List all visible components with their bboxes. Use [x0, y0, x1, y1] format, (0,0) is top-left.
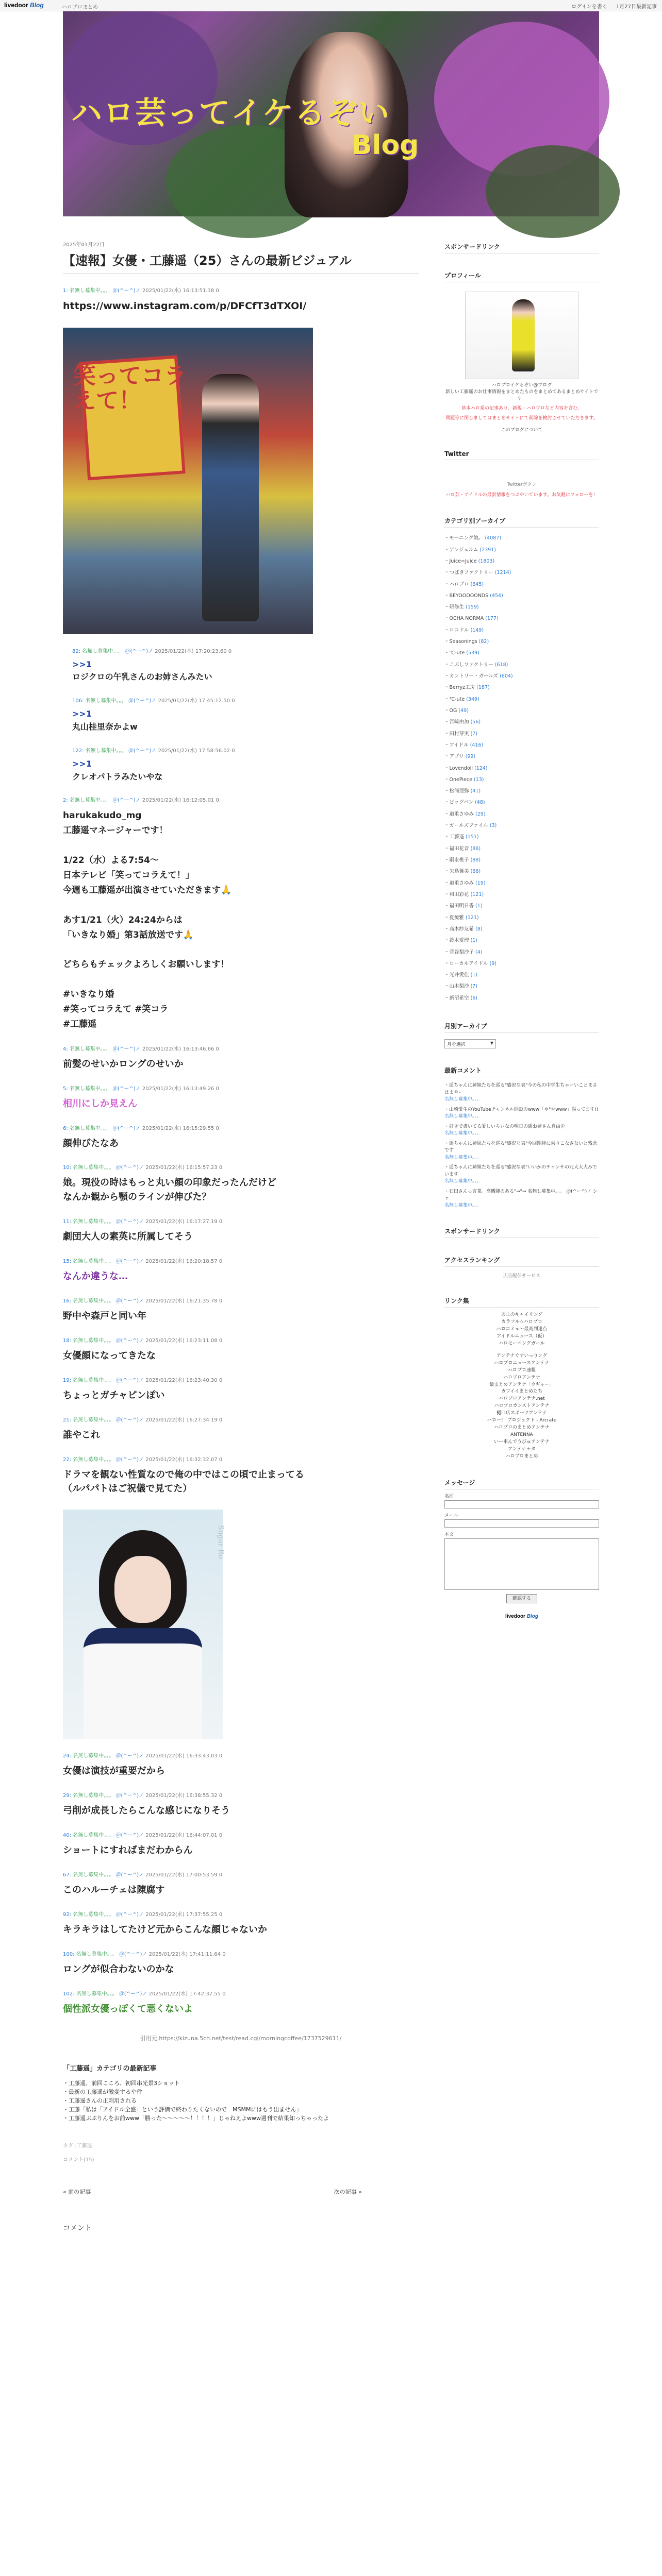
tv-show-logo: 笑ってコラえて！: [73, 362, 187, 414]
response-meta: 15: 名無し募集中。。。 ＠(^ー^)ノ 2025/01/22(水) 16:20:18.57 0: [63, 1259, 223, 1265]
pager: [63, 2188, 419, 2198]
response-meta: 102: 名無し募集中。。。 ＠(^ー^)ノ 2025/01/22(水) 17:42:37.55 0: [63, 1991, 226, 1997]
category-archive-item[interactable]: ・OG (49): [444, 707, 469, 714]
month-archive-heading: 月別アーカイブ: [444, 1022, 599, 1033]
twitter-heading: Twitter: [444, 450, 599, 460]
blog-header[interactable]: [63, 11, 599, 216]
twitter-text: ハロ芸・アイドルの最新情報をつぶやいています。お気軽にフォローを！: [445, 493, 598, 498]
link-item[interactable]: ハロプロのまとめアンテナ: [494, 1425, 550, 1431]
response-meta: 40: 名無し募集中。。。 ＠(^ー^)ノ 2025/01/22(水) 16:44:07.01 0: [63, 1833, 223, 1839]
response-body: 弓削が成長したらこんな感じになりそう: [63, 1805, 230, 1817]
link-item[interactable]: アイドルニュース（仮）: [496, 1333, 547, 1339]
recent-comment-item[interactable]: ・好きで書いてる愛しいちぃなの明日の遥お姉さん自由を 名無し募集中。。。: [444, 1124, 566, 1137]
category-latest-item[interactable]: ・工藤遥ぷぷりんをお前www「勝った〜〜〜〜〜！！！！」じゃねえよwww週刊で結果知っちゃったよ: [63, 2114, 329, 2122]
response: [63, 1084, 419, 1111]
category-archive-item[interactable]: ・和田彩花 (121): [444, 891, 484, 897]
category-archive-item[interactable]: ・宮崎由加 (56): [444, 719, 481, 725]
link-item[interactable]: ハロプロアンテナ.net: [499, 1396, 545, 1402]
response: [63, 1217, 419, 1244]
category-archive-heading: カテゴリ別アーカイブ: [444, 516, 599, 528]
category-archive-item[interactable]: ・ガールズファイル (3): [444, 823, 497, 829]
message-heading: メッセージ: [444, 1478, 599, 1489]
category-archive-item[interactable]: ・アイドル (416): [444, 742, 484, 748]
category-archive-item[interactable]: ・ローカルアイドル (9): [444, 960, 496, 967]
link-item[interactable]: ハロプロまとめ: [505, 1453, 538, 1459]
response: [63, 1376, 419, 1403]
category-archive-item[interactable]: ・こぶしファクトリー (618): [444, 662, 508, 668]
category-archive-item[interactable]: ・光井愛佳 (1): [444, 972, 478, 978]
category-archive-item[interactable]: ・OCHA NORMA (177): [444, 616, 499, 622]
latest-link[interactable]: 1月27日最新記事: [616, 4, 657, 10]
response-body: キラキラはしてたけど元からこんな顔じゃないか: [63, 1924, 267, 1935]
response-meta: 4: 名無し募集中。。。 ＠(^ー^)ノ 2025/01/22(水) 16:13:46.66 0: [63, 1046, 219, 1052]
links-heading: リンク集: [444, 1296, 599, 1308]
response: [63, 1296, 419, 1324]
source-link[interactable]: 引用元:https://kizuna.5ch.net/test/read.cgi/morningcoffee/1737529611/: [140, 2035, 342, 2042]
post-tag[interactable]: タグ :工藤遥: [63, 2143, 92, 2149]
next-post-link[interactable]: 次の記事 »: [334, 2188, 362, 2195]
category-latest-box: [63, 2063, 419, 2123]
category-archive-item[interactable]: ・研修生 (159): [444, 604, 479, 611]
sponsor-heading: スポンサードリンク: [444, 242, 599, 253]
response-meta: 29: 名無し募集中。。。 ＠(^ー^)ノ 2025/01/22(水) 16:38:55.32 0: [63, 1793, 223, 1799]
link-item[interactable]: あまのキャイリング: [501, 1312, 543, 1318]
response: [63, 1870, 419, 1897]
top-links[interactable]: ハロプロまとめ: [62, 5, 98, 10]
category-archive-item[interactable]: ・ビッグバン (48): [444, 800, 485, 806]
comment-count[interactable]: コメント(15): [63, 2157, 94, 2163]
message-textarea[interactable]: [444, 1538, 599, 1590]
category-latest-item[interactable]: ・工藤遥さんの正刺用される: [63, 2097, 137, 2104]
post-date: 2025年01月22日: [63, 242, 105, 248]
link-item[interactable]: アンテナぐすいっりング: [496, 1353, 548, 1359]
category-archive-item[interactable]: ・℃-ute (539): [444, 650, 479, 656]
link-item[interactable]: アンテナ＋タ: [508, 1446, 536, 1452]
category-archive-item[interactable]: ・福田花音 (86): [444, 845, 481, 852]
response-body: 野中や森戸と同い年: [63, 1311, 146, 1321]
category-archive-item[interactable]: ・山木梨沙 (7): [444, 984, 478, 990]
response-body: 誰やこれ: [63, 1429, 100, 1440]
category-archive-item[interactable]: ・Berryz工房 (187): [444, 685, 490, 691]
link-item[interactable]: ハロコミュ～最高到達点: [496, 1326, 548, 1332]
response-1: [63, 286, 419, 314]
category-archive-item[interactable]: ・ハロプロ (645): [444, 581, 484, 587]
response-meta: 100: 名無し募集中。。。 ＠(^ー^)ノ 2025/01/22(水) 17:41:11.64 0: [63, 1951, 226, 1957]
category-archive-item[interactable]: ・新沼希空 (6): [444, 995, 478, 1001]
response: [63, 1163, 419, 1205]
confirm-button[interactable]: 確認する: [506, 1594, 537, 1603]
response-meta: 122: 名無し募集中。。。 ＠(^ー^)ノ 2025/01/22(水) 17:58:56.02 0: [72, 748, 235, 754]
response: [63, 1415, 419, 1443]
month-select[interactable]: 月を選択 ▼: [444, 1039, 496, 1048]
recent-comments-heading: 最新コメント: [444, 1066, 599, 1077]
response-meta: 82: 名無し募集中。。。 ＠(^ー^)ノ 2025/01/22(水) 17:20:23.60 0: [72, 648, 232, 654]
response-body: ちょっとガチャピンぽい: [63, 1389, 165, 1401]
category-archive-item[interactable]: ・道重さゆみ (29): [444, 811, 486, 817]
category-latest-head: 「工藤遥」カテゴリの最新記事: [63, 2064, 157, 2073]
recent-comment-item[interactable]: ・遥ちゃんに姉妹たちを巡る"盛況な表"今回期待に乗りこなさないと残念です 名無し募集中。。。: [444, 1141, 598, 1160]
response-body: >>1 クレオパトラみたいやな: [72, 758, 419, 784]
profile-image[interactable]: [465, 292, 578, 379]
category-archive-item[interactable]: ・Seasonings (82): [444, 639, 489, 645]
category-archive-item[interactable]: ・つばきファクトリー (1214): [444, 570, 511, 576]
response-body: >>1 丸山桂里奈かよw: [72, 708, 419, 734]
sidebar: [444, 242, 599, 1619]
category-archive-item[interactable]: ・ロコドル (149): [444, 627, 484, 633]
link-item[interactable]: ハロプロ速報: [507, 1367, 536, 1373]
response-body: 劇団大人の素英に所属してそう: [63, 1231, 193, 1243]
sponsor2-heading: スポンサードリンク: [444, 1227, 599, 1238]
response: [63, 1791, 419, 1818]
livedoor-blog-logo[interactable]: livedoor Blog: [505, 1613, 538, 1619]
category-archive-item[interactable]: ・BEYOOOOONDS (454): [444, 592, 503, 599]
category-latest-item[interactable]: ・最新の工藤遥が激変するや件: [63, 2088, 142, 2095]
response: [63, 1455, 419, 1497]
response: [63, 1950, 419, 1977]
category-archive-item[interactable]: ・Lovendoll (124): [444, 765, 488, 771]
response-meta: 24: 名無し募集中。。。 ＠(^ー^)ノ 2025/01/22(水) 16:33:43.03 0: [63, 1753, 223, 1759]
response-meta: 11: 名無し募集中。。。 ＠(^ー^)ノ 2025/01/22(水) 16:17:27.19 0: [63, 1219, 223, 1225]
link-item: [444, 1348, 599, 1353]
response-meta: 19: 名無し募集中。。。 ＠(^ー^)ノ 2025/01/22(水) 16:23:40.30 0: [63, 1377, 223, 1383]
response-meta: 22: 名無し募集中。。。 ＠(^ー^)ノ 2025/01/22(水) 16:32:32.07 0: [63, 1456, 223, 1463]
post-title[interactable]: 【速報】女優・工藤遥（25）さんの最新ビジュアル: [63, 253, 352, 268]
response-meta: 21: 名無し募集中。。。 ＠(^ー^)ノ 2025/01/22(水) 16:27:34.19 0: [63, 1417, 223, 1423]
response: [63, 1336, 419, 1363]
blog-subtitle: Blog: [352, 130, 419, 161]
category-archive-item[interactable]: ・嗣永桃子 (88): [444, 857, 481, 863]
category-archive-item[interactable]: ・カントリー・ガールズ (604): [444, 673, 513, 680]
quote-anchor[interactable]: >>1: [72, 709, 92, 719]
response-body: 女優顔になってきたな: [63, 1350, 156, 1361]
response-meta: 18: 名無し募集中。。。 ＠(^ー^)ノ 2025/01/22(水) 16:23:11.08 0: [63, 1337, 223, 1344]
response-body[interactable]: https://www.instagram.com/p/DFCfT3dTXOI/: [63, 300, 307, 312]
response-body: 前髪のせいかロングのせいか: [63, 1058, 184, 1070]
category-archive-item[interactable]: ・田村芽実 (7): [444, 731, 478, 737]
response: [63, 1751, 419, 1778]
mail-field[interactable]: [444, 1519, 599, 1528]
access-ranking-heading: アクセスランキング: [444, 1256, 599, 1267]
category-archive-item[interactable]: ・Juice=Juice (1803): [444, 558, 495, 564]
body-label: 本文: [444, 1532, 454, 1537]
twitter-button[interactable]: Twitterボタン: [507, 482, 537, 488]
category-latest-item[interactable]: ・工藤「私は「アイドル全盛」という評価で終わりたくないので MSMMにはもう出ません」: [63, 2106, 302, 2113]
recent-comment-item[interactable]: ・遥ちゃんに姉妹たちを巡る"盛況な表"いいかのチャンサの冗大大大みでいます 名無し募集中。。。: [444, 1165, 598, 1184]
school-uniform-photo[interactable]: [63, 1510, 223, 1739]
top-right-links: [564, 2, 657, 10]
link-item[interactable]: 最まとめアンテナ「ウギャー」: [489, 1382, 554, 1387]
link-item[interactable]: カラフル☆ハロプロ: [501, 1319, 542, 1325]
response-body: 娘。現役の時はもっと丸い顔の印象だったんだけど なんか観から顎のラインが伸びた？: [63, 1177, 276, 1203]
response-meta: 1: 名無し募集中。。。 ＠(^ー^)ノ 2025/01/22(水) 16:13:51.18 0: [63, 288, 219, 294]
link-item[interactable]: 樋口店スポーツアンテナ: [496, 1411, 548, 1416]
response: [63, 1910, 419, 1937]
category-archive-item[interactable]: ・福田明日香 (1): [444, 903, 483, 909]
link-item[interactable]: ハロプロアンテナ: [503, 1375, 540, 1380]
mail-label: メール: [444, 1513, 458, 1518]
recent-comment-item[interactable]: ・石田さんっ言葉。高機能のある"→"→ 名無し募集中。。。 ＠(^ー^)ノ シャ 名無し募集中。。。: [444, 1189, 598, 1208]
response: [63, 1124, 419, 1151]
response-2: [63, 795, 419, 1031]
response-meta: 92: 名無し募集中。。。 ＠(^ー^)ノ 2025/01/22(水) 17:37:55.25 0: [63, 1911, 223, 1918]
quote-anchor[interactable]: >>1: [72, 758, 92, 769]
response-body: >>1 ロジクロの午乳さんのお姉さんみたい: [72, 658, 419, 684]
blog-title: ハロ芸ってイケるぞい: [71, 95, 390, 131]
response: [63, 1044, 419, 1072]
response: [72, 696, 419, 734]
response-meta: 106: 名無し募集中。。。 ＠(^ー^)ノ 2025/01/22(水) 17:45:12.50 0: [72, 698, 235, 704]
photo-caption: Sugar Ro: [217, 1525, 225, 1560]
livedoor-logo[interactable]: livedoor Blog: [4, 2, 44, 9]
name-label: 名前: [444, 1494, 454, 1499]
recent-comment-item[interactable]: ・山崎愛生のYouTubeチャンネル開設のwww「＊"＊www」誤ってます!! 名無し募集中。。。: [444, 1107, 599, 1120]
response-meta: 2: 名無し募集中。。。 ＠(^ー^)ノ 2025/01/22(水) 16:12:05.01 0: [63, 798, 219, 804]
comment-heading: コメント: [63, 2224, 92, 2232]
link-item[interactable]: いー車んでうびゅアンテナ: [494, 1439, 550, 1445]
response-body: ドラマを観ない性質なので俺の中ではこの頃で止まってる （ルパパトはご祝儀で見てた）: [63, 1469, 304, 1495]
category-archive-item[interactable]: ・OnePiece (13): [444, 776, 484, 783]
access-ranking-widget[interactable]: 広告配信サービス: [503, 1274, 540, 1279]
prev-post-link[interactable]: « 前の記事: [63, 2188, 91, 2195]
response-body: harukakudo_mg 工藤遥マネージャーです！ 1/22（水）よる7:54～ 日本テレビ「笑ってコラえて！」 今週も工藤遥が出演させていただきます🙏 あす1/21（火）24:24からは 「いきなり婚」第3話放送です🙏 どちらもチェックよろしくお願いします！ #いきなり婚 #笑ってコラえて #笑コラ #工藤遥: [63, 810, 232, 1029]
profile-text: ハロプロイケるぞい@ブログ 新しい工藤遥のお仕事情報をまとめたものをまとめてあるまとめサイトです。 基本ハロ系の記事あり、新規・ハロプロなど内容を含む。 問題等に関しましてはまとめサイトにて削除を検討させていただきます。: [445, 383, 599, 421]
response-meta: 6: 名無し募集中。。。 ＠(^ー^)ノ 2025/01/22(水) 16:15:29.55 0: [63, 1125, 219, 1131]
response: [72, 647, 419, 684]
photo-person: [202, 374, 259, 621]
response: [63, 1989, 419, 2016]
category-archive-item[interactable]: ・道重さゆみ (19): [444, 880, 486, 886]
response-meta: 67: 名無し募集中。。。 ＠(^ー^)ノ 2025/01/22(水) 17:00:53.59 0: [63, 1872, 223, 1878]
category-archive-item[interactable]: ・夏焼雅 (121): [444, 914, 479, 921]
link-item[interactable]: ANTENNA: [510, 1432, 533, 1438]
quote-anchor[interactable]: >>1: [72, 659, 92, 669]
category-archive-item[interactable]: ・高木紗友希 (8): [444, 926, 483, 932]
link-item[interactable]: カワイイまとめたち: [501, 1389, 543, 1395]
category-archive-item[interactable]: ・℃-ute (349): [444, 696, 479, 702]
response-body: 女優は演技が重要だから: [63, 1766, 165, 1777]
tv-show-photo[interactable]: [63, 328, 313, 634]
response-meta: 5: 名無し募集中。。。 ＠(^ー^)ノ 2025/01/22(水) 16:13:49.26 0: [63, 1086, 219, 1092]
response-body: 個性派女優っぽくて悪くないよ: [63, 2003, 193, 2014]
category-archive-item[interactable]: ・アンジュルム (2391): [444, 547, 496, 553]
response-meta: 10: 名無し募集中。。。 ＠(^ー^)ノ 2025/01/22(水) 16:15:57.23 0: [63, 1165, 223, 1171]
response: [72, 746, 419, 784]
top-bar: [0, 0, 662, 11]
response-meta: 16: 名無し募集中。。。 ＠(^ー^)ノ 2025/01/22(水) 16:21:35.78 0: [63, 1298, 223, 1304]
recent-comment-item[interactable]: ・遥ちゃんに姉妹たちを巡る"盛況な表"今の私の中学生ちゃーいことまさはまやー 名無し募集中。。。: [444, 1083, 598, 1103]
category-archive-item[interactable]: ・モーニング娘。 (4087): [444, 535, 502, 541]
category-archive-item[interactable]: ・アプリ (99): [444, 754, 476, 760]
name-field[interactable]: [444, 1500, 599, 1509]
login-link[interactable]: ログインを書く: [571, 4, 607, 10]
link-item[interactable]: ハロプロニュースアンテナ: [494, 1360, 550, 1366]
category-archive-item[interactable]: ・工藤遥 (151): [444, 834, 479, 840]
category-archive-item[interactable]: ・矢島舞美 (66): [444, 869, 481, 875]
link-item[interactable]: ハロー！ プロジェクト - Arcrate: [487, 1418, 557, 1423]
profile-heading: プロフィール: [444, 271, 599, 282]
divider: [63, 273, 419, 274]
response-body: 顔伸びたなあ: [63, 1138, 119, 1149]
chevron-down-icon: ▼: [490, 1041, 493, 1046]
response: [63, 1257, 419, 1284]
response-body: ロングが似合わないのかな: [63, 1963, 174, 1975]
category-archive-item[interactable]: ・松浦亜弥 (41): [444, 788, 481, 794]
link-item[interactable]: ハロプロカンストアンテナ: [494, 1403, 550, 1409]
response-body: このハルーチェは陳腐す: [63, 1885, 165, 1896]
category-archive-item[interactable]: ・菅谷梨沙子 (4): [444, 949, 483, 955]
category-latest-item[interactable]: ・工藤遥、前回こころ、初回串光景3ショット: [63, 2079, 180, 2087]
category-archive-item[interactable]: ・鈴木愛理 (1): [444, 938, 478, 944]
response-body: ショートにすればまだわからん: [63, 1845, 193, 1856]
response-body: 相川にしか見えん: [63, 1098, 137, 1109]
response-body: なんか違うな…: [63, 1271, 128, 1282]
main-column: [63, 222, 419, 2233]
about-blog-link[interactable]: このブログについて: [501, 428, 543, 433]
response: [63, 1831, 419, 1858]
link-item[interactable]: ハロモーニングガール: [499, 1341, 545, 1346]
